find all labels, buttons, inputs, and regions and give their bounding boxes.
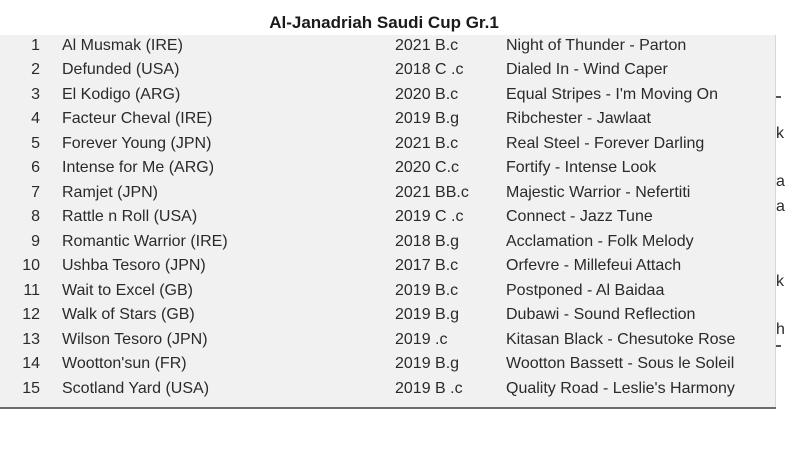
horse-name: Intense for Me (ARG) <box>62 159 215 176</box>
sire-dam: Postponed - Al Baidaa <box>506 281 665 299</box>
table-row <box>0 303 776 328</box>
foaled-year-color-sex: 2019 B.c <box>395 281 459 299</box>
edge-divider <box>776 345 781 347</box>
sire-dam: Dialed In - Wind Caper <box>506 61 668 78</box>
table-row <box>0 181 776 206</box>
table-row <box>0 254 776 279</box>
entry-number: 2 <box>31 61 40 78</box>
foaled-year-color-sex: 2021 B.c <box>395 36 459 54</box>
entry-number: 4 <box>31 110 40 127</box>
sire-dam: Acclamation - Folk Melody <box>506 232 694 250</box>
entry-number: 12 <box>22 306 40 323</box>
edge-text-fragment: a <box>776 198 785 215</box>
horse-name: Ramjet (JPN) <box>62 183 159 201</box>
table-row <box>0 352 776 377</box>
sire-dam: Real Steel - Forever Darling <box>506 134 705 152</box>
foaled-year-color-sex: 2020 B.c <box>395 85 459 103</box>
horse-name: Wilson Tesoro (JPN) <box>62 330 208 348</box>
entry-number: 15 <box>22 379 40 397</box>
table-row <box>0 279 776 304</box>
horse-name: Al Musmak (IRE) <box>62 36 183 54</box>
horse-name: Facteur Cheval (IRE) <box>62 110 213 127</box>
horse-name: Ushba Tesoro (JPN) <box>62 257 206 274</box>
sire-dam: Equal Stripes - I'm Moving On <box>506 85 719 103</box>
page-title: Al-Janadriah Saudi Cup Gr.1 <box>269 13 499 32</box>
entry-number: 7 <box>31 183 40 201</box>
table-row <box>0 83 776 108</box>
foaled-year-color-sex: 2020 C.c <box>395 159 460 176</box>
entry-number: 1 <box>31 36 40 54</box>
entry-number: 9 <box>31 232 40 250</box>
entry-number: 13 <box>22 330 40 348</box>
sire-dam: Dubawi - Sound Reflection <box>506 306 696 323</box>
horse-name: Wootton'sun (FR) <box>62 355 187 372</box>
foaled-year-color-sex: 2019 B.g <box>395 110 460 127</box>
entries-table <box>0 35 776 409</box>
edge-text-fragment: k <box>776 125 784 142</box>
sire-dam: Ribchester - Jawlaat <box>506 110 651 127</box>
horse-name: Rattle n Roll (USA) <box>62 208 198 225</box>
foaled-year-color-sex: 2018 B.g <box>395 232 460 250</box>
sire-dam: Orfevre - Millefeui Attach <box>506 257 682 274</box>
sire-dam: Connect - Jazz Tune <box>506 208 653 225</box>
foaled-year-color-sex: 2019 B.g <box>395 355 460 372</box>
horse-name: Scotland Yard (USA) <box>62 379 210 397</box>
entry-number: 5 <box>31 134 40 152</box>
entry-number: 11 <box>23 281 40 299</box>
sire-dam: Kitasan Black - Chesutoke Rose <box>506 330 736 348</box>
foaled-year-color-sex: 2019 B.g <box>395 306 460 323</box>
table-row <box>0 58 776 83</box>
table-row <box>0 328 776 353</box>
sire-dam: Night of Thunder - Parton <box>506 36 687 54</box>
sire-dam: Quality Road - Leslie's Harmony <box>506 379 735 397</box>
table-row <box>0 205 776 230</box>
sire-dam: Majestic Warrior - Nefertiti <box>506 183 691 201</box>
horse-name: Defunded (USA) <box>62 61 180 78</box>
foaled-year-color-sex: 2021 BB.c <box>395 183 469 201</box>
entry-number: 3 <box>31 85 40 103</box>
edge-text-fragment: h <box>776 321 785 338</box>
entry-number: 6 <box>31 159 40 176</box>
sire-dam: Wootton Bassett - Sous le Soleil <box>506 355 735 372</box>
edge-text-fragment: k <box>776 273 784 290</box>
horse-name: Walk of Stars (GB) <box>62 306 195 323</box>
foaled-year-color-sex: 2021 B.c <box>395 134 459 152</box>
foaled-year-color-sex: 2018 C .c <box>395 61 464 78</box>
edge-text-fragment: a <box>776 173 785 190</box>
entry-number: 10 <box>22 257 40 274</box>
sire-dam: Fortify - Intense Look <box>506 159 657 176</box>
edge-divider <box>776 96 781 98</box>
entry-number: 14 <box>22 355 40 372</box>
horse-name: El Kodigo (ARG) <box>62 85 181 103</box>
table-row <box>0 377 776 402</box>
horse-name: Forever Young (JPN) <box>62 134 212 152</box>
table-row <box>0 230 776 255</box>
table-row <box>0 132 776 157</box>
foaled-year-color-sex: 2019 C .c <box>395 208 464 225</box>
foaled-year-color-sex: 2019 B .c <box>395 379 463 397</box>
foaled-year-color-sex: 2019 .c <box>395 330 448 348</box>
table-row <box>0 107 776 132</box>
table-row <box>0 34 776 59</box>
horse-name: Wait to Excel (GB) <box>62 281 193 299</box>
foaled-year-color-sex: 2017 B.c <box>395 257 459 274</box>
table-row <box>0 156 776 181</box>
horse-name: Romantic Warrior (IRE) <box>62 232 228 250</box>
entry-number: 8 <box>31 208 40 225</box>
